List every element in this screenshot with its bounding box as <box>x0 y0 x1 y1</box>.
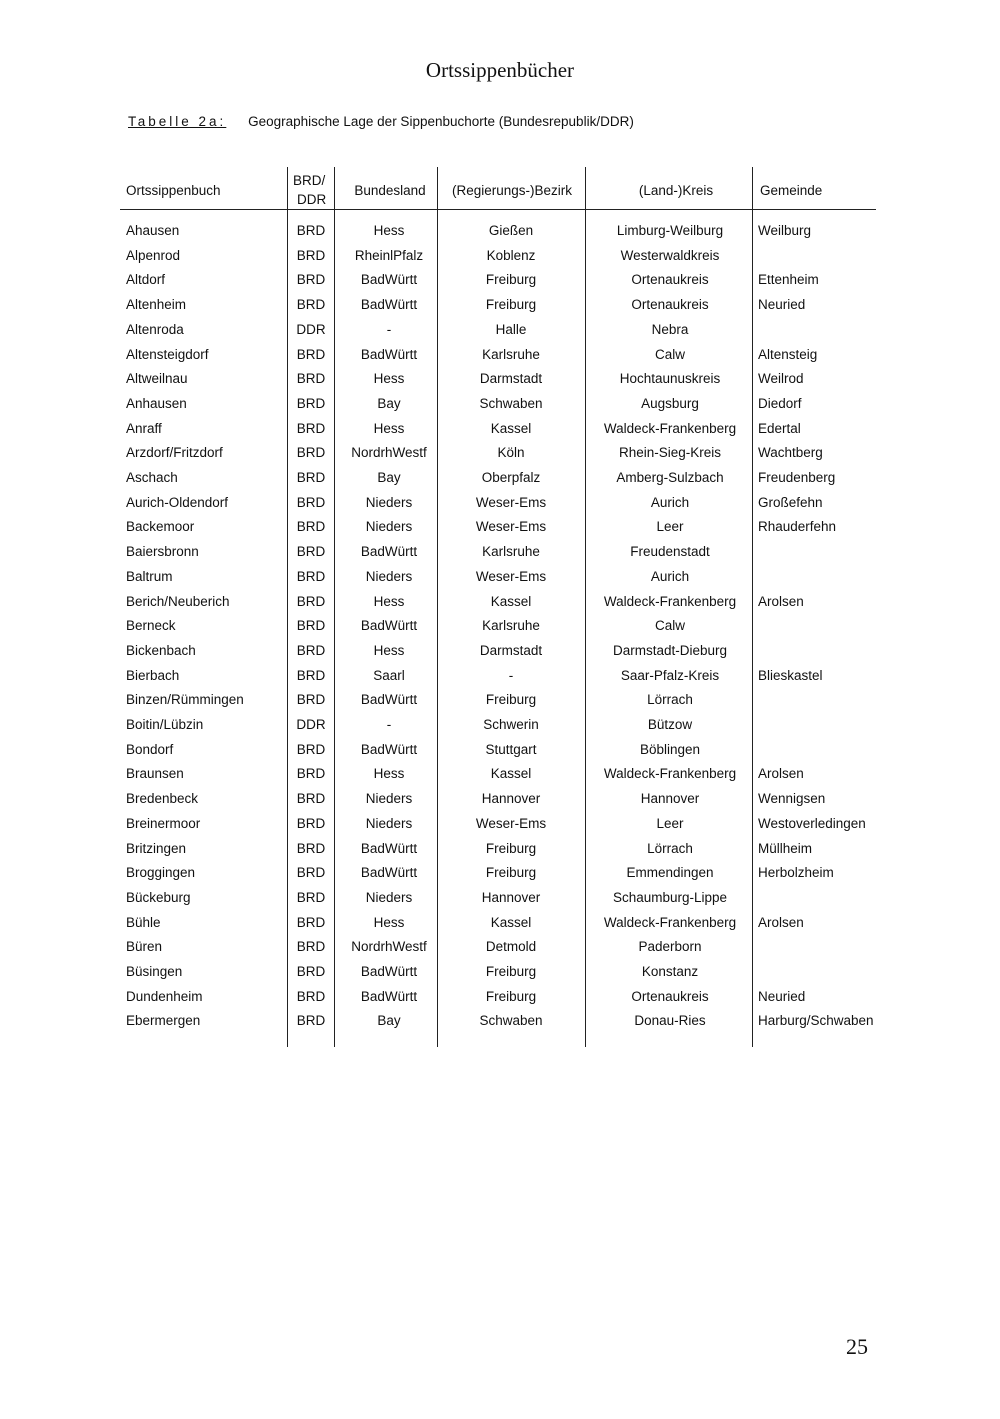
cell-gemeinde: Edertal <box>758 420 801 436</box>
cell-bezirk: Kassel <box>490 420 532 436</box>
cell-bezirk: Kassel <box>490 766 532 782</box>
cell-bezirk: Weser-Ems <box>475 494 547 510</box>
cell-kreis: Paderborn <box>638 939 702 955</box>
cell-ortssippenbuch: Britzingen <box>126 840 187 856</box>
cell-kreis: Hannover <box>640 791 700 807</box>
cell-brd-ddr: BRD <box>296 519 326 535</box>
header-ddr: DDR <box>297 192 327 207</box>
cell-bundesland: BadWürtt <box>360 964 418 979</box>
cell-kreis: Lörrach <box>647 840 693 856</box>
cell-bundesland: Hess <box>373 766 405 782</box>
cell-ortssippenbuch: Broggingen <box>126 865 196 881</box>
cell-kreis: Leer <box>656 815 684 831</box>
cell-brd-ddr: BRD <box>296 420 326 436</box>
column-rule <box>287 167 288 1047</box>
cell-brd-ddr: BRD <box>296 223 326 238</box>
cell-bezirk: Gießen <box>488 223 534 238</box>
header-rule <box>120 209 876 210</box>
cell-bezirk: Freiburg <box>485 272 537 288</box>
cell-brd-ddr: BRD <box>296 297 326 313</box>
cell-ortssippenbuch: Altdorf <box>126 272 166 288</box>
header-gemeinde: Gemeinde <box>760 183 823 198</box>
cell-kreis: Ortenaukreis <box>631 988 709 1004</box>
cell-bundesland: - <box>386 321 392 337</box>
cell-brd-ddr: BRD <box>296 568 326 584</box>
cell-gemeinde: Müllheim <box>758 840 813 856</box>
cell-bundesland: BadWürtt <box>360 346 418 362</box>
cell-ortssippenbuch: Alpenrod <box>126 247 181 263</box>
cell-kreis: Waldeck-Frankenberg <box>603 914 737 930</box>
cell-ortssippenbuch: Binzen/Rümmingen <box>126 692 244 708</box>
cell-kreis: Emmendingen <box>626 865 714 881</box>
cell-bundesland: Hess <box>373 223 405 238</box>
column-rule <box>752 167 753 1047</box>
cell-ortssippenbuch: Berneck <box>126 618 176 634</box>
cell-brd-ddr: BRD <box>296 865 326 881</box>
cell-kreis: Lörrach <box>647 692 693 708</box>
cell-brd-ddr: DDR <box>296 717 326 732</box>
cell-bundesland: BadWürtt <box>360 840 418 856</box>
cell-brd-ddr: BRD <box>296 692 326 708</box>
cell-bezirk: Hannover <box>481 889 541 905</box>
cell-ortssippenbuch: Büsingen <box>126 964 183 979</box>
cell-kreis: Waldeck-Frankenberg <box>603 593 737 609</box>
cell-kreis: Aurich <box>650 568 690 584</box>
column-rule <box>585 167 586 1047</box>
cell-ortssippenbuch: Altweilnau <box>126 371 188 387</box>
cell-kreis: Freudenstadt <box>630 544 710 560</box>
cell-ortssippenbuch: Bierbach <box>126 667 180 683</box>
cell-bezirk: Freiburg <box>485 840 537 856</box>
cell-bezirk: Freiburg <box>485 297 537 313</box>
cell-ortssippenbuch: Bühle <box>126 914 161 930</box>
cell-ortssippenbuch: Breinermoor <box>126 815 201 831</box>
cell-bezirk: Karlsruhe <box>482 544 540 560</box>
table-caption-text: Geographische Lage der Sippenbuchorte (Bundesrepublik/DDR) <box>248 114 634 129</box>
cell-bundesland: Nieders <box>365 568 413 584</box>
cell-bezirk: Darmstadt <box>479 642 543 658</box>
cell-kreis: Limburg-Weilburg <box>616 223 724 238</box>
cell-bundesland: Saarl <box>373 667 405 683</box>
cell-gemeinde: Wennigsen <box>758 791 826 807</box>
cell-bundesland: Bay <box>377 1013 401 1029</box>
cell-gemeinde: Harburg/Schwaben <box>758 1013 874 1029</box>
cell-gemeinde: Rhauderfehn <box>758 519 837 535</box>
cell-ortssippenbuch: Ahausen <box>126 223 180 238</box>
cell-kreis: Böblingen <box>639 741 701 757</box>
cell-kreis: Saar-Pfalz-Kreis <box>620 667 720 683</box>
cell-bezirk: Detmold <box>485 939 537 955</box>
cell-bezirk: Weser-Ems <box>475 815 547 831</box>
cell-bundesland: Hess <box>373 420 405 436</box>
cell-ortssippenbuch: Bickenbach <box>126 642 196 658</box>
cell-kreis: Nebra <box>651 321 689 337</box>
cell-brd-ddr: BRD <box>296 667 326 683</box>
cell-gemeinde: Weilburg <box>758 223 812 238</box>
cell-bundesland: RheinlPfalz <box>354 247 424 263</box>
cell-brd-ddr: BRD <box>296 445 326 461</box>
cell-kreis: Waldeck-Frankenberg <box>603 766 737 782</box>
cell-kreis: Aurich <box>650 494 690 510</box>
cell-bundesland: NordrhWestf <box>351 939 427 955</box>
cell-ortssippenbuch: Bückeburg <box>126 889 191 905</box>
cell-brd-ddr: BRD <box>296 247 326 263</box>
cell-bundesland: Nieders <box>365 815 413 831</box>
cell-bundesland: BadWürtt <box>360 741 418 757</box>
cell-brd-ddr: BRD <box>296 766 326 782</box>
cell-bundesland: BadWürtt <box>360 988 418 1004</box>
cell-bundesland: Bay <box>377 395 401 411</box>
cell-gemeinde: Neuried <box>758 297 806 313</box>
cell-brd-ddr: BRD <box>296 964 326 979</box>
cell-ortssippenbuch: Aurich-Oldendorf <box>126 494 229 510</box>
cell-bezirk: Köln <box>497 445 525 461</box>
cell-gemeinde: Blieskastel <box>758 667 823 683</box>
cell-ortssippenbuch: Baiersbronn <box>126 544 199 560</box>
cell-bezirk: Darmstadt <box>479 371 543 387</box>
cell-bezirk: Stuttgart <box>485 741 537 757</box>
cell-bezirk: Freiburg <box>485 692 537 708</box>
cell-ortssippenbuch: Altenroda <box>126 321 184 337</box>
cell-bundesland: Nieders <box>365 519 413 535</box>
cell-kreis: Darmstadt-Dieburg <box>612 642 728 658</box>
cell-brd-ddr: DDR <box>296 321 326 337</box>
cell-brd-ddr: BRD <box>296 470 326 485</box>
cell-brd-ddr: BRD <box>296 494 326 510</box>
cell-bezirk: Freiburg <box>485 964 537 979</box>
cell-ortssippenbuch: Baltrum <box>126 568 173 584</box>
cell-ortssippenbuch: Boitin/Lübzin <box>126 717 204 732</box>
cell-bundesland: Nieders <box>365 889 413 905</box>
cell-bundesland: Bay <box>377 470 401 485</box>
cell-gemeinde: Wachtberg <box>758 445 823 461</box>
cell-bundesland: BadWürtt <box>360 865 418 881</box>
cell-brd-ddr: BRD <box>296 371 326 387</box>
cell-brd-ddr: BRD <box>296 642 326 658</box>
cell-kreis: Westerwaldkreis <box>620 247 720 263</box>
cell-gemeinde: Arolsen <box>758 766 804 782</box>
cell-bezirk: Schwaben <box>479 1013 543 1029</box>
cell-brd-ddr: BRD <box>296 889 326 905</box>
cell-gemeinde: Arolsen <box>758 593 804 609</box>
cell-brd-ddr: BRD <box>296 791 326 807</box>
cell-kreis: Ortenaukreis <box>631 297 709 313</box>
cell-bundesland: BadWürtt <box>360 297 418 313</box>
cell-brd-ddr: BRD <box>296 815 326 831</box>
cell-ortssippenbuch: Braunsen <box>126 766 184 782</box>
cell-bezirk: Schwerin <box>483 717 539 732</box>
cell-gemeinde: Herbolzheim <box>758 865 834 881</box>
cell-bundesland: - <box>386 717 392 732</box>
column-rule <box>437 167 438 1047</box>
cell-bundesland: Hess <box>373 642 405 658</box>
cell-gemeinde: Westoverledingen <box>758 815 866 831</box>
cell-kreis: Augsburg <box>641 395 699 411</box>
cell-gemeinde: Neuried <box>758 988 806 1004</box>
cell-ortssippenbuch: Aschach <box>126 470 178 485</box>
cell-brd-ddr: BRD <box>296 1013 326 1029</box>
cell-bezirk: Koblenz <box>486 247 536 263</box>
cell-brd-ddr: BRD <box>296 988 326 1004</box>
cell-kreis: Leer <box>656 519 684 535</box>
cell-kreis: Donau-Ries <box>634 1013 706 1029</box>
cell-gemeinde: Weilrod <box>758 371 804 387</box>
cell-brd-ddr: BRD <box>296 544 326 560</box>
cell-bezirk: Kassel <box>490 593 532 609</box>
cell-gemeinde: Altensteig <box>758 346 818 362</box>
cell-gemeinde: Diedorf <box>758 395 802 411</box>
cell-ortssippenbuch: Altenheim <box>126 297 187 313</box>
cell-kreis: Calw <box>654 346 686 362</box>
header-brd: BRD/ <box>293 173 326 188</box>
cell-kreis: Bützow <box>647 717 693 732</box>
cell-kreis: Ortenaukreis <box>631 272 709 288</box>
cell-brd-ddr: BRD <box>296 395 326 411</box>
cell-ortssippenbuch: Ebermergen <box>126 1013 201 1029</box>
cell-bundesland: NordrhWestf <box>351 445 427 461</box>
cell-gemeinde: Ettenheim <box>758 272 819 288</box>
cell-kreis: Calw <box>654 618 686 634</box>
cell-ortssippenbuch: Dundenheim <box>126 988 203 1004</box>
cell-bundesland: Hess <box>373 371 405 387</box>
cell-ortssippenbuch: Arzdorf/Fritzdorf <box>126 445 223 461</box>
cell-brd-ddr: BRD <box>296 346 326 362</box>
cell-bundesland: Nieders <box>365 791 413 807</box>
cell-bundesland: BadWürtt <box>360 618 418 634</box>
cell-bundesland: BadWürtt <box>360 544 418 560</box>
cell-brd-ddr: BRD <box>296 618 326 634</box>
cell-bundesland: BadWürtt <box>360 272 418 288</box>
page-title: Ortssippenbücher <box>425 58 575 82</box>
cell-kreis: Waldeck-Frankenberg <box>603 420 737 436</box>
header-ortssippenbuch: Ortssippenbuch <box>126 183 221 198</box>
cell-kreis: Schaumburg-Lippe <box>612 889 728 905</box>
cell-gemeinde: Freudenberg <box>758 470 836 485</box>
cell-bezirk: Freiburg <box>485 865 537 881</box>
cell-kreis: Amberg-Sulzbach <box>616 470 724 485</box>
cell-bezirk: Karlsruhe <box>482 346 540 362</box>
cell-brd-ddr: BRD <box>296 939 326 955</box>
cell-ortssippenbuch: Altensteigdorf <box>126 346 209 362</box>
cell-bezirk: Freiburg <box>485 988 537 1004</box>
cell-ortssippenbuch: Anhausen <box>126 395 187 411</box>
cell-brd-ddr: BRD <box>296 914 326 930</box>
cell-bundesland: Hess <box>373 593 405 609</box>
cell-bezirk: Kassel <box>490 914 532 930</box>
cell-gemeinde: Großefehn <box>758 494 823 510</box>
cell-bezirk: Karlsruhe <box>482 618 540 634</box>
cell-brd-ddr: BRD <box>296 272 326 288</box>
cell-bezirk: Schwaben <box>479 395 543 411</box>
cell-ortssippenbuch: Bondorf <box>126 741 174 757</box>
cell-gemeinde: Arolsen <box>758 914 804 930</box>
cell-brd-ddr: BRD <box>296 593 326 609</box>
cell-bundesland: BadWürtt <box>360 692 418 708</box>
cell-bezirk: Halle <box>495 321 527 337</box>
header-bundesland: Bundesland <box>354 183 426 198</box>
column-rule <box>334 167 335 1047</box>
cell-bezirk: Weser-Ems <box>475 519 547 535</box>
cell-kreis: Rhein-Sieg-Kreis <box>618 445 722 461</box>
cell-kreis: Hochtaunuskreis <box>619 371 721 387</box>
cell-ortssippenbuch: Anraff <box>126 420 162 436</box>
header-bezirk: (Regierungs-)Bezirk <box>451 183 573 198</box>
cell-bundesland: Hess <box>373 914 405 930</box>
cell-brd-ddr: BRD <box>296 741 326 757</box>
cell-bundesland: Nieders <box>365 494 413 510</box>
cell-ortssippenbuch: Backemoor <box>126 519 195 535</box>
cell-bezirk: Hannover <box>481 791 541 807</box>
cell-kreis: Konstanz <box>641 964 699 979</box>
page-number: 25 <box>846 1334 868 1359</box>
cell-bezirk: Oberpfalz <box>481 470 541 485</box>
cell-brd-ddr: BRD <box>296 840 326 856</box>
cell-ortssippenbuch: Bredenbeck <box>126 791 199 807</box>
cell-bezirk: Weser-Ems <box>475 568 547 584</box>
cell-bezirk: - <box>508 667 514 683</box>
cell-ortssippenbuch: Büren <box>126 939 163 955</box>
table-caption-label: Tabelle 2a: <box>128 114 227 129</box>
header-kreis: (Land-)Kreis <box>638 183 714 198</box>
cell-ortssippenbuch: Berich/Neuberich <box>126 593 230 609</box>
